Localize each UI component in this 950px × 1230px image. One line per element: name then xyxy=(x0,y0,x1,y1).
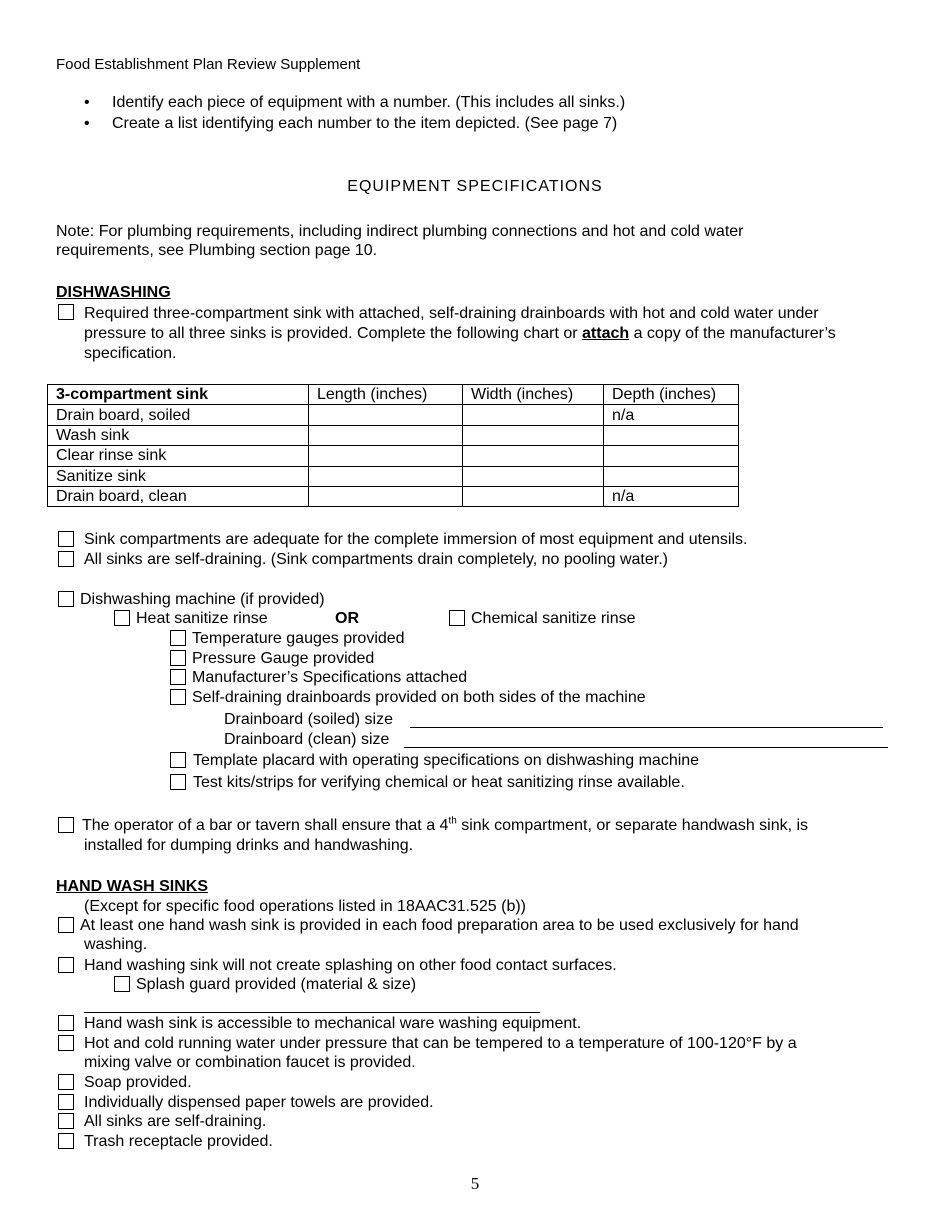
splash-guard-checkbox[interactable] xyxy=(114,976,130,992)
table-cell: Sanitize sink xyxy=(48,466,309,486)
bar-sink-checkbox[interactable] xyxy=(58,817,74,833)
placard-checkbox[interactable] xyxy=(170,752,186,768)
self-draining-checkbox[interactable] xyxy=(58,551,74,567)
table-row xyxy=(48,405,739,425)
three-compartment-text: specification. xyxy=(84,345,177,362)
temp-gauges-checkbox[interactable] xyxy=(170,630,186,646)
heat-sanitize-checkbox[interactable] xyxy=(114,610,130,626)
splash-guard-field[interactable] xyxy=(84,1012,540,1013)
table-row xyxy=(48,486,739,506)
table-header-cell: 3-compartment sink xyxy=(48,385,309,405)
table-input-cell[interactable] xyxy=(309,405,463,425)
table-input-cell[interactable] xyxy=(463,446,604,466)
three-compartment-sink-checkbox[interactable] xyxy=(58,304,74,320)
table-header-cell: Depth (inches) xyxy=(604,385,739,405)
table-input-cell[interactable] xyxy=(309,486,463,506)
placard-text: Template placard with operating specifications on dishwashing machine xyxy=(193,752,700,769)
splashing-checkbox[interactable] xyxy=(58,957,74,973)
table-cell: Drain board, clean xyxy=(48,486,309,506)
hand-wash-except: (Except for specific food operations listed in 18AAC31.525 (b)) xyxy=(84,898,527,915)
water-text: mixing valve or combination faucet is provided. xyxy=(84,1054,416,1071)
drainboard-clean-label: Drainboard (clean) size xyxy=(224,731,390,748)
drainboards-text: Self-draining drainboards provided on both sides of the machine xyxy=(192,689,646,706)
table-input-cell[interactable] xyxy=(463,425,604,445)
section-title: EQUIPMENT SPECIFICATIONS xyxy=(347,178,603,195)
table-input-cell[interactable] xyxy=(463,486,604,506)
one-sink-checkbox[interactable] xyxy=(58,917,74,933)
mfr-specs-checkbox[interactable] xyxy=(170,669,186,685)
dishwashing-machine-text: Dishwashing machine (if provided) xyxy=(80,591,325,608)
test-kits-text: Test kits/strips for verifying chemical or heat sanitizing rinse available. xyxy=(193,774,685,791)
bullet-dot: • xyxy=(84,115,90,132)
splashing-text: Hand washing sink will not create splashing on other food contact surfaces. xyxy=(84,957,617,974)
towels-text: Individually dispensed paper towels are provided. xyxy=(84,1094,434,1111)
sink-spec-table xyxy=(47,384,739,507)
hand-wash-heading: HAND WASH SINKS xyxy=(56,878,209,895)
table-cell: Wash sink xyxy=(48,425,309,445)
temp-gauges-text: Temperature gauges provided xyxy=(192,630,405,647)
accessible-text: Hand wash sink is accessible to mechanical ware washing equipment. xyxy=(84,1015,582,1032)
bar-sink-text: installed for dumping drinks and handwashing. xyxy=(84,837,414,854)
chemical-sanitize-text: Chemical sanitize rinse xyxy=(471,610,636,627)
or-label: OR xyxy=(335,610,359,627)
towels-checkbox[interactable] xyxy=(58,1094,74,1110)
table-cell: n/a xyxy=(604,405,739,425)
page-header: Food Establishment Plan Review Supplement xyxy=(56,56,361,73)
drainboard-soiled-label: Drainboard (soiled) size xyxy=(224,711,393,728)
table-header-row xyxy=(48,385,739,405)
note-line: requirements, see Plumbing section page 10. xyxy=(56,242,378,259)
pressure-gauge-checkbox[interactable] xyxy=(170,650,186,666)
page-number: 5 xyxy=(470,1174,480,1193)
immersion-checkbox[interactable] xyxy=(58,531,74,547)
water-checkbox[interactable] xyxy=(58,1035,74,1051)
table-row xyxy=(48,446,739,466)
trash-checkbox[interactable] xyxy=(58,1133,74,1149)
bar-sink-text: The operator of a bar or tavern shall ensure that a 4th sink compartment, or separate handwash sink, is xyxy=(82,815,809,834)
three-compartment-text: Required three-compartment sink with attached, self-draining drainboards with hot and cold water under xyxy=(84,305,819,322)
chemical-sanitize-checkbox[interactable] xyxy=(449,610,465,626)
pressure-gauge-text: Pressure Gauge provided xyxy=(192,650,375,667)
water-text: Hot and cold running water under pressure that can be tempered to a temperature of 100-120°F by a xyxy=(84,1035,797,1052)
table-input-cell[interactable] xyxy=(309,466,463,486)
drainboards-checkbox[interactable] xyxy=(170,689,186,705)
note-line: Note: For plumbing requirements, including indirect plumbing connections and hot and cold water xyxy=(56,223,744,240)
table-cell: Drain board, soiled xyxy=(48,405,309,425)
soap-text: Soap provided. xyxy=(84,1074,192,1091)
bullet-item: Identify each piece of equipment with a number. (This includes all sinks.) xyxy=(112,94,626,111)
table-input-cell[interactable] xyxy=(309,446,463,466)
one-sink-text: At least one hand wash sink is provided in each food preparation area to be used exclusively for hand xyxy=(80,917,799,934)
dishwashing-machine-checkbox[interactable] xyxy=(58,591,74,607)
self-draining-hand-text: All sinks are self-draining. xyxy=(84,1113,267,1130)
trash-text: Trash receptacle provided. xyxy=(84,1133,273,1150)
table-header-cell: Length (inches) xyxy=(309,385,463,405)
splash-guard-text: Splash guard provided (material & size) xyxy=(136,976,417,993)
drainboard-soiled-field[interactable] xyxy=(410,727,883,728)
table-input-cell[interactable] xyxy=(309,425,463,445)
dishwashing-heading: DISHWASHING xyxy=(56,284,171,301)
table-input-cell[interactable] xyxy=(604,446,739,466)
test-kits-checkbox[interactable] xyxy=(170,774,186,790)
table-header-cell: Width (inches) xyxy=(463,385,604,405)
table-input-cell[interactable] xyxy=(604,425,739,445)
bullet-dot: • xyxy=(84,94,90,111)
drainboard-clean-field[interactable] xyxy=(404,747,888,748)
table-cell: Clear rinse sink xyxy=(48,446,309,466)
table-input-cell[interactable] xyxy=(463,405,604,425)
table-cell: n/a xyxy=(604,486,739,506)
table-row xyxy=(48,425,739,445)
mfr-specs-text: Manufacturer’s Specifications attached xyxy=(192,669,468,686)
immersion-text: Sink compartments are adequate for the complete immersion of most equipment and utensils. xyxy=(84,531,748,548)
three-compartment-text: pressure to all three sinks is provided. Complete the following chart or attach a copy of the manufacturer’s xyxy=(84,325,836,342)
table-row xyxy=(48,466,739,486)
self-draining-hand-checkbox[interactable] xyxy=(58,1113,74,1129)
attach-emphasis: attach xyxy=(582,325,630,342)
one-sink-text: washing. xyxy=(84,936,148,953)
bullet-item: Create a list identifying each number to the item depicted. (See page 7) xyxy=(112,115,618,132)
table-input-cell[interactable] xyxy=(463,466,604,486)
accessible-checkbox[interactable] xyxy=(58,1015,74,1031)
heat-sanitize-text: Heat sanitize rinse xyxy=(136,610,268,627)
soap-checkbox[interactable] xyxy=(58,1074,74,1090)
self-draining-text: All sinks are self-draining. (Sink compartments drain completely, no pooling water.) xyxy=(84,551,668,568)
table-input-cell[interactable] xyxy=(604,466,739,486)
